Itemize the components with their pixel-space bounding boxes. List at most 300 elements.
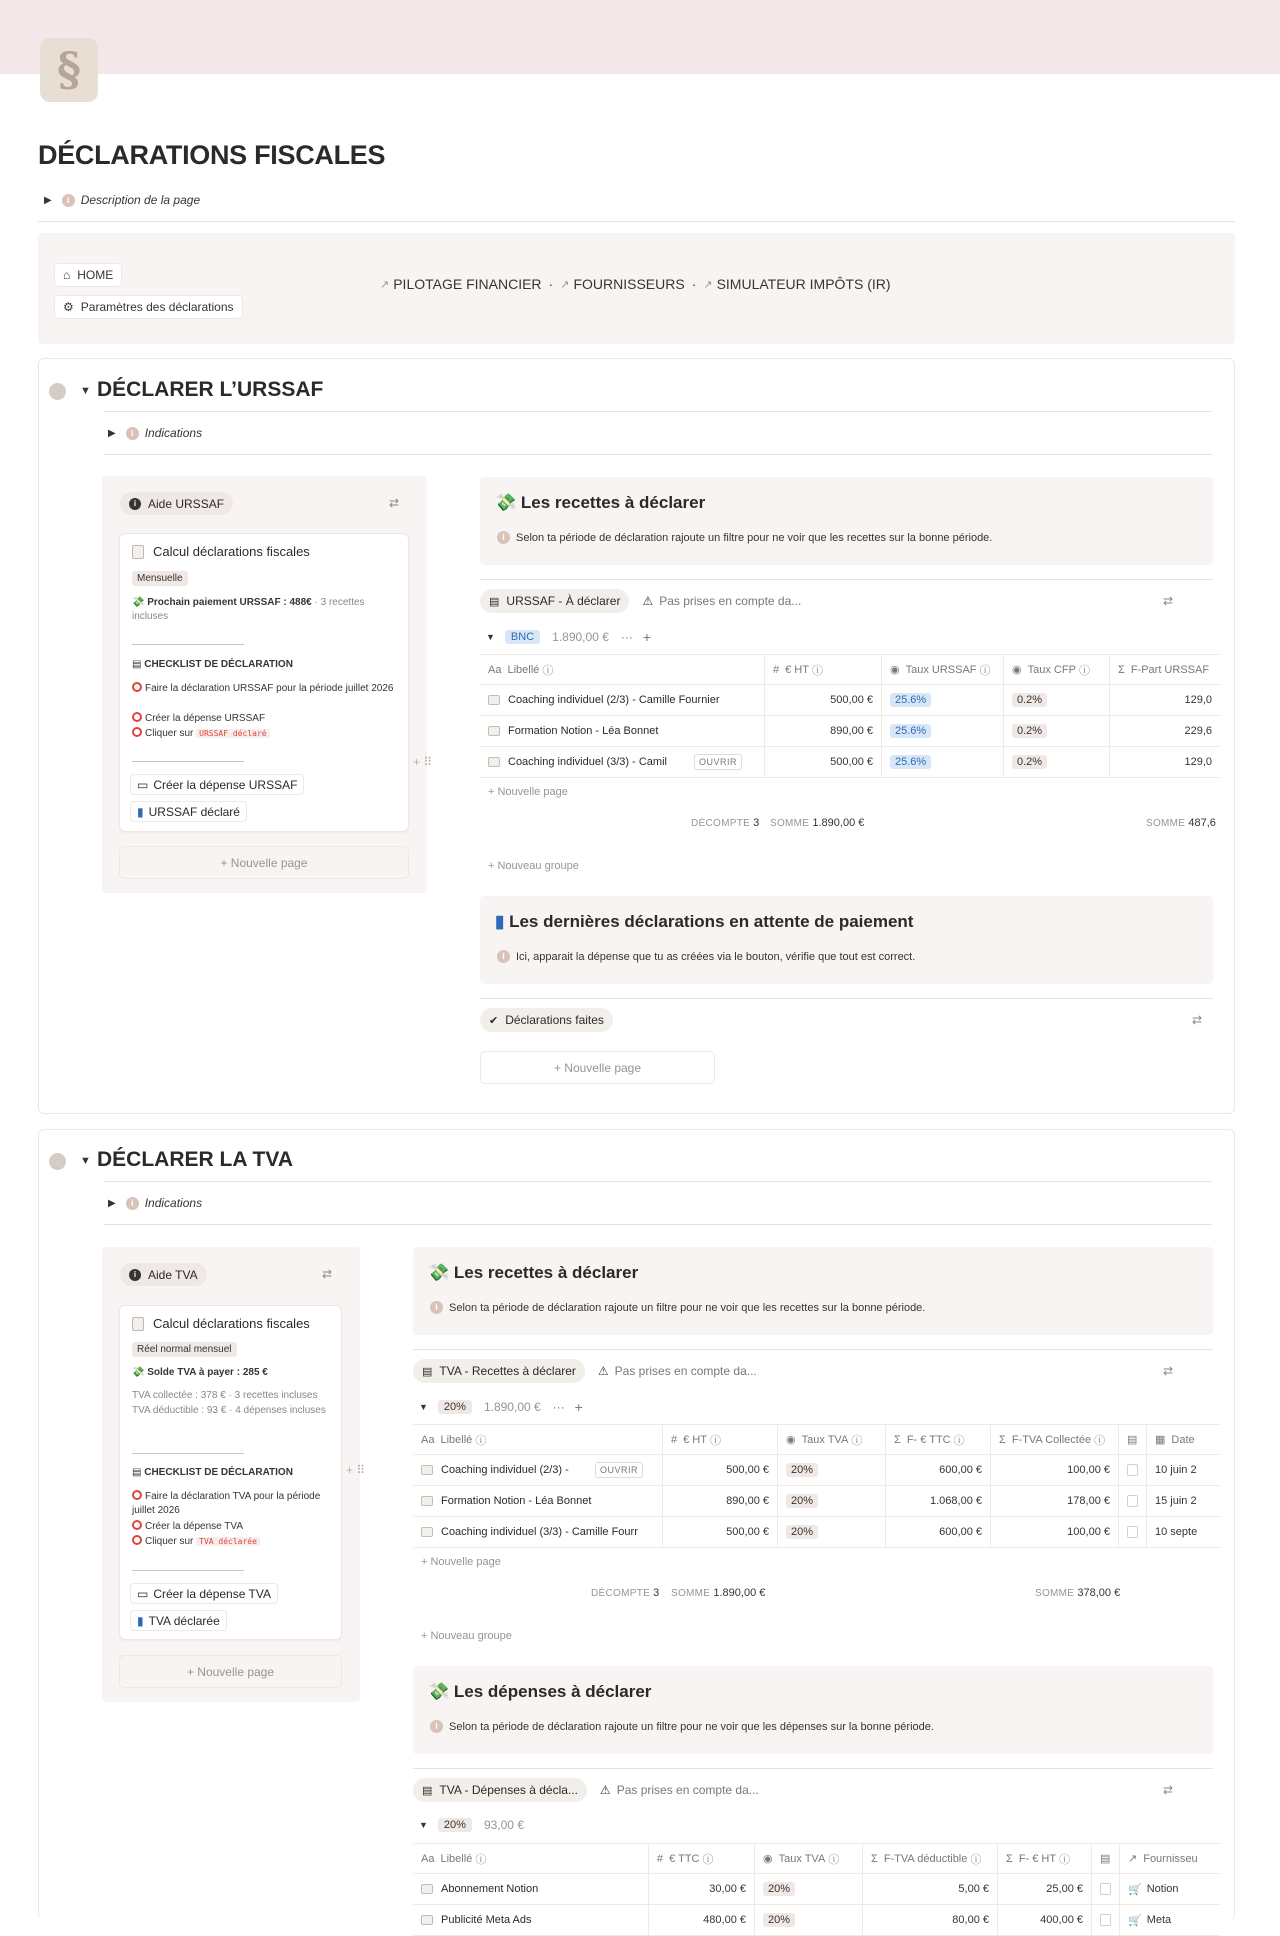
row-taux[interactable] [778,1517,886,1547]
checklist-text: Créer la dépense TVA [145,1521,244,1532]
col-file[interactable] [1119,1425,1147,1454]
view-tab-warning[interactable] [642,594,801,608]
formula-prop-icon: Σ [894,1433,901,1446]
row-deductible: 80,00 € [863,1905,998,1935]
new-page-label: Nouvelle page [197,1665,275,1679]
settings-button[interactable] [54,295,243,319]
checkbox[interactable] [1127,1495,1138,1507]
nav-links [380,276,891,292]
new-group-button[interactable]: + Nouveau groupe [488,860,579,872]
col-label: Libellé [507,663,540,676]
create-tva-expense-button[interactable] [130,1583,278,1604]
row-ttc[interactable]: 480,00 € [649,1905,755,1935]
col-file[interactable] [1092,1844,1120,1873]
checklist-title [132,658,293,672]
col-label: Taux TVA [801,1433,849,1446]
toggle-triangle-icon[interactable]: ▶ [44,194,52,206]
row-ttc: 1.068,00 € [886,1486,991,1516]
page-icon[interactable]: § [40,38,98,102]
payment-text [132,596,402,624]
row-libelle-text: Formation Notion - Léa Bonnet [441,1495,592,1507]
row-file[interactable] [1092,1874,1120,1904]
fournisseur-label: Notion [1146,1883,1179,1895]
col-label: € HT [785,663,809,676]
row-cfp[interactable] [1004,716,1110,746]
row-libelle[interactable] [413,1486,663,1516]
row-ht: 400,00 € [998,1905,1092,1935]
info-icon: i [129,1269,141,1281]
table-row[interactable] [413,1455,1220,1486]
arrow-link-icon: ↗ [380,278,390,291]
new-row-button[interactable]: + Nouvelle page [421,1556,501,1568]
page-title[interactable]: DÉCLARATIONS FISCALES [38,140,386,170]
col-ttc[interactable] [886,1425,991,1454]
row-taux[interactable] [882,747,1004,777]
col-ht[interactable] [765,655,882,684]
col-taux-cfp[interactable] [1004,655,1110,684]
view-settings-icon[interactable]: ⇄ [1163,1364,1174,1378]
callout-text-content: Selon ta période de déclaration rajoute un filtre pour ne voir que les dépenses sur la bonne période. [449,1720,934,1733]
more-icon[interactable]: ··· [620,630,633,644]
fournisseur-label: Meta [1146,1914,1172,1926]
checklist-text: Faire la déclaration URSSAF pour la période juillet 2026 [145,683,394,694]
toggle-triangle-icon[interactable]: ▶ [108,1197,116,1209]
divider [413,1768,1213,1769]
money-icon: 💸 [495,493,517,512]
text-prop-icon: Aa [421,1852,435,1865]
cfp-badge: 0.2% [1012,693,1047,707]
row-date[interactable]: 10 septe [1155,1526,1198,1538]
aide-label: Aide URSSAF [148,496,225,511]
new-row-button[interactable]: + Nouvelle page [488,786,568,798]
row-file[interactable] [1092,1905,1120,1935]
declarations-faites-view [480,1008,613,1032]
file-prop-icon: ▤ [1100,1853,1111,1865]
divider [413,1349,1213,1350]
checklist-title-text: CHECKLIST DE DÉCLARATION [144,1467,293,1478]
divider [104,1181,1212,1182]
col-part-urssaf[interactable]: Σ F- Part URSSAF [1118,663,1210,676]
row-taux[interactable] [755,1874,863,1904]
callout-heading [428,1682,651,1702]
view-tab-label: TVA - Recettes à déclarer [439,1364,576,1378]
callout-heading-text: Les dernières déclarations en attente de paiement [509,912,914,931]
collapse-triangle-icon[interactable]: ▼ [486,632,495,642]
view-tab-label: URSSAF - À déclarer [506,594,621,608]
view-settings-icon[interactable]: ⇄ [322,1267,333,1281]
view-tab[interactable] [413,1359,585,1383]
checklist-title [132,1466,293,1480]
callout-heading-text: Les dépenses à déclarer [453,1682,652,1701]
taux-badge: 25.6% [890,724,931,738]
aide-urssaf-view-tab[interactable] [120,492,233,515]
collapse-triangle-icon[interactable]: ▼ [80,1155,91,1167]
section-dot [49,383,66,400]
col-libelle[interactable] [413,1425,663,1454]
drag-handle-icon[interactable]: + ⠿ [413,755,433,769]
checkbox[interactable] [1100,1883,1111,1895]
view-settings-icon[interactable]: ⇄ [1163,594,1174,608]
info-icon: i [62,194,75,207]
row-libelle-text: Formation Notion - Léa Bonnet [508,725,659,737]
group-tag[interactable]: 20% [438,1400,472,1414]
card-title-text: Calcul déclarations fiscales [153,544,310,559]
checkbox[interactable] [1127,1526,1138,1538]
new-page-button[interactable]: + Nouvelle page [119,1655,342,1688]
row-ttc: 600,00 € [886,1517,991,1547]
info-icon: ⓘ [475,1434,487,1447]
calc-count[interactable] [691,817,759,829]
open-row-button[interactable]: OUVRIR [694,754,742,770]
view-tab[interactable] [480,1008,613,1032]
payment-strong: Prochain paiement URSSAF : 488€ [147,597,312,608]
document-icon: ▤ [422,1784,433,1797]
col-taux-tva[interactable] [755,1844,863,1873]
taux-badge: 20% [786,1525,818,1539]
row-collectee: 100,00 € [991,1517,1119,1547]
row-cfp[interactable] [1004,685,1110,715]
money-icon: 💸 [428,1263,450,1282]
formula-prop-icon: Σ [999,1433,1006,1446]
row-ht[interactable]: 890,00 € [663,1486,778,1516]
info-icon: i [126,427,139,440]
tva-view-bar [413,1359,757,1383]
checklist-text: Créer la dépense URSSAF [145,713,266,724]
row-fournisseur[interactable] [1120,1905,1220,1935]
checkbox[interactable] [1127,1464,1138,1476]
cfp-badge: 0.2% [1012,724,1047,738]
frequency-tag: Mensuelle [132,571,188,586]
checklist-item [132,1490,337,1518]
info-icon: ⓘ [1059,1853,1071,1866]
number-prop-icon: # [657,1852,664,1865]
formula-prop-icon: Σ [871,1852,878,1865]
col-label: Taux CFP [1027,663,1076,676]
urssaf-declared-button[interactable] [130,801,247,822]
document-icon: ▤ [422,1365,433,1378]
collapse-triangle-icon[interactable]: ▼ [419,1820,428,1830]
page-icon [421,1915,433,1925]
checklist-title-text: CHECKLIST DE DÉCLARATION [144,659,293,670]
table-row[interactable] [413,1905,1220,1936]
calendar-icon: ▤ [132,659,142,670]
formula-prop-icon: Σ [1118,663,1125,676]
gear-icon: ⚙ [63,300,74,314]
group-tag[interactable]: BNC [505,630,540,644]
divider [132,1570,244,1571]
row-part: 229,6 [1184,725,1212,737]
row-libelle-text: Coaching individuel (2/3) - [441,1464,569,1476]
tva-deductible-text: TVA déductible : 93 € · 4 dépenses incluses [132,1405,326,1416]
col-tva-deductible[interactable] [863,1844,998,1873]
table-row[interactable] [480,716,1220,747]
info-icon: i [129,498,141,510]
new-page-button[interactable]: + Nouvelle page [480,1051,715,1084]
group-header [486,629,651,645]
calc-label: DÉCOMPTE [591,1588,651,1599]
group-header [419,1818,524,1832]
table-row[interactable] [413,1517,1220,1548]
formula-prop-icon: Σ [1006,1852,1013,1865]
col-date[interactable] [1147,1425,1220,1454]
col-ht[interactable] [998,1844,1092,1873]
table-row[interactable] [480,685,1220,716]
money-icon: 💸 [132,597,145,608]
col-taux-tva[interactable] [778,1425,886,1454]
link-simulateur[interactable]: SIMULATEUR IMPÔTS (IR) [716,276,891,292]
callout-heading-text: Les recettes à déclarer [453,1263,639,1282]
divider [132,644,244,645]
regime-tag: Réel normal mensuel [132,1342,237,1357]
calc-label: SOMME [1146,818,1186,829]
red-circle-icon [132,1535,142,1545]
tva-collected-text: TVA collectée : 378 € · 3 recettes incluses [132,1390,318,1401]
calc-value: 1.890,00 € [713,1587,766,1599]
view-tab[interactable] [480,589,629,613]
new-page-button[interactable]: + Nouvelle page [119,846,409,879]
row-cfp[interactable] [1004,747,1110,777]
indications-toggle[interactable] [108,426,202,440]
warning-icon: ⚠ [599,1783,611,1797]
col-libelle[interactable] [480,655,765,684]
group-tag[interactable]: 20% [438,1818,472,1832]
calendar-icon: ▤ [132,1467,142,1478]
col-label: Part URSSAF [1141,663,1210,676]
arrow-link-icon: ↗ [703,278,713,291]
view-tab[interactable] [413,1778,587,1802]
calendar-icon: ▦ [1155,1434,1166,1446]
callout-heading [495,912,913,932]
aide-label: Aide TVA [148,1267,198,1282]
calc-label: SOMME [1035,1588,1075,1599]
document-icon [132,545,144,559]
col-libelle[interactable] [413,1844,649,1873]
row-taux[interactable] [778,1455,886,1485]
new-row-label: Nouvelle page [430,1556,501,1568]
info-icon: ⓘ [970,1853,982,1866]
info-icon: ⓘ [828,1853,840,1866]
link-fournisseurs[interactable]: FOURNISSEURS [573,276,685,292]
page-icon [421,1465,433,1475]
view-tab-label: Déclarations faites [505,1013,604,1027]
row-ht[interactable]: 890,00 € [765,716,882,746]
table-row[interactable] [413,1874,1220,1905]
col-tva-collectee[interactable] [991,1425,1119,1454]
description-label: Description de la page [80,193,201,207]
callout-heading [428,1263,638,1283]
indications-toggle[interactable] [108,1196,202,1210]
button-label: Créer la dépense TVA [153,1586,271,1601]
row-part: 129,0 [1184,756,1212,768]
page-icon [488,695,500,705]
divider [38,221,1235,222]
divider [480,579,1213,580]
tva-recettes-callout [413,1247,1213,1335]
info-icon: i [497,531,510,544]
row-libelle-text: Coaching individuel (3/3) - Camille Fourr [441,1526,638,1538]
col-label: F- € HT [1018,1852,1057,1865]
open-row-button[interactable]: OUVRIR [595,1462,643,1478]
tva-declared-button[interactable] [130,1610,227,1631]
page-cover [0,0,1280,74]
view-tab-warning[interactable] [598,1364,757,1378]
view-settings-icon[interactable]: ⇄ [1192,1013,1203,1027]
row-file[interactable] [1119,1455,1147,1485]
add-icon[interactable]: + [642,629,652,645]
view-settings-icon[interactable]: ⇄ [1163,1783,1174,1797]
calc-sum[interactable] [770,817,864,829]
add-icon[interactable]: + [574,1399,583,1415]
inline-code: TVA déclarée [196,1537,260,1546]
collapse-triangle-icon[interactable]: ▼ [80,385,91,397]
money-icon: 💸 [428,1682,450,1701]
money-icon: 💸 [132,1367,145,1378]
col-fournisseur[interactable] [1120,1844,1220,1873]
toggle-triangle-icon[interactable]: ▶ [108,427,116,439]
callout-text-content: Selon ta période de déclaration rajoute un filtre pour ne voir que les recettes sur la bonne période. [449,1301,926,1314]
more-icon[interactable]: ··· [552,1400,565,1414]
row-ht[interactable]: 500,00 € [663,1455,778,1485]
group-header [419,1399,583,1415]
drag-handle-icon[interactable]: + ⠿ [346,1463,366,1477]
row-taux[interactable] [755,1905,863,1935]
row-libelle-text: Abonnement Notion [441,1883,539,1895]
info-icon: i [497,950,510,963]
col-ht[interactable] [663,1425,778,1454]
checklist-text: Cliquer sur [145,728,194,739]
calc-value: 3 [653,1587,660,1599]
row-ht[interactable]: 500,00 € [663,1517,778,1547]
info-icon: i [430,1720,443,1733]
row-file[interactable] [1119,1486,1147,1516]
row-ht[interactable]: 500,00 € [765,685,882,715]
urssaf-view-bar [480,589,801,613]
create-urssaf-expense-button[interactable] [130,774,304,795]
row-libelle[interactable] [413,1905,649,1935]
red-circle-icon [132,682,142,692]
callout-text-content: Ici, apparait la dépense que tu as créées via le bouton, vérifie que tout est correct. [516,950,916,963]
info-icon: ⓘ [542,664,554,677]
taux-badge: 20% [763,1882,795,1896]
info-icon: ⓘ [979,664,991,677]
page-icon [421,1496,433,1506]
row-libelle[interactable] [413,1517,663,1547]
view-settings-icon[interactable]: ⇄ [389,496,400,510]
new-group-button[interactable]: + Nouveau groupe [421,1630,512,1642]
row-ttc: 600,00 € [886,1455,991,1485]
calc-value: 378,00 € [1077,1587,1121,1599]
table-header [413,1843,1220,1874]
row-date[interactable]: 10 juin 2 [1155,1464,1197,1476]
row-libelle[interactable] [413,1874,649,1904]
callout-text [430,1720,934,1733]
row-taux[interactable] [882,685,1004,715]
calc-sum-collectee[interactable] [1035,1587,1120,1599]
col-label: F-TVA déductible [883,1852,968,1865]
flag-icon: ▮ [495,912,505,931]
row-file[interactable] [1119,1517,1147,1547]
row-libelle[interactable] [480,716,765,746]
urssaf-section-title[interactable]: DÉCLARER L’URSSAF [97,378,324,401]
cart-icon: 🛒 [1128,1914,1142,1927]
checklist-item [132,712,265,726]
calcul-card[interactable] [119,533,409,832]
row-libelle[interactable] [480,685,765,715]
row-taux[interactable] [778,1486,886,1516]
page-icon [488,757,500,767]
table-header [480,654,1220,685]
document-icon [132,1317,144,1331]
info-icon: ⓘ [710,1434,722,1447]
table-header [413,1424,1220,1455]
card-title [132,544,310,559]
table-row[interactable] [413,1486,1220,1517]
new-page-label: Nouvelle page [230,856,308,870]
info-icon: ⓘ [851,1434,863,1447]
row-part: 129,0 [1184,694,1212,706]
checkbox[interactable] [1100,1914,1111,1926]
red-circle-icon [132,1520,142,1530]
select-prop-icon: ◉ [890,664,900,676]
collapse-triangle-icon[interactable]: ▼ [419,1402,428,1412]
page-icon [488,726,500,736]
link-pilotage[interactable]: PILOTAGE FINANCIER [393,276,542,292]
calcul-card[interactable] [119,1305,342,1640]
calc-label: SOMME [671,1588,711,1599]
row-collectee: 178,00 € [991,1486,1119,1516]
calc-sum-part[interactable] [1146,817,1216,829]
description-toggle[interactable] [44,193,200,207]
row-taux[interactable] [882,716,1004,746]
home-icon: ⌂ [63,268,71,282]
home-button[interactable] [54,263,122,287]
section-dot [49,1153,66,1170]
indications-label: Indications [144,1196,203,1210]
red-circle-icon [132,1490,142,1500]
col-label: Date [1171,1433,1195,1446]
col-label: Taux TVA [778,1852,826,1865]
row-ht[interactable]: 500,00 € [765,747,882,777]
tva-depenses-view-bar [413,1778,759,1802]
view-warn-label: Pas prises en compte da... [616,1783,759,1797]
callout-heading [495,493,705,513]
col-ttc[interactable] [649,1844,755,1873]
row-libelle-text: Coaching individuel (3/3) - Camil [508,756,667,768]
calc-count[interactable] [591,1587,659,1599]
tva-section-title[interactable]: DÉCLARER LA TVA [97,1148,293,1171]
row-date[interactable]: 15 juin 2 [1155,1495,1197,1507]
row-fournisseur[interactable] [1120,1874,1220,1904]
col-taux-urssaf[interactable] [882,655,1004,684]
page-icon [421,1527,433,1537]
nav-separator: · [548,276,554,292]
divider [104,1224,1212,1225]
aide-tva-view-tab[interactable] [120,1263,207,1286]
calc-sum[interactable] [671,1587,765,1599]
cart-icon: 🛒 [1128,1883,1142,1896]
taux-badge: 20% [786,1463,818,1477]
row-ttc[interactable]: 30,00 € [649,1874,755,1904]
col-label: Taux URSSAF [905,663,977,676]
taux-badge: 20% [786,1494,818,1508]
taux-badge: 25.6% [890,755,931,769]
view-tab-warning[interactable] [600,1783,759,1797]
view-tab-label: TVA - Dépenses à décla... [439,1783,578,1797]
tva-depenses-callout [413,1666,1213,1754]
table-row[interactable] [480,747,1220,778]
number-prop-icon: # [671,1433,678,1446]
checklist-item [132,682,404,696]
